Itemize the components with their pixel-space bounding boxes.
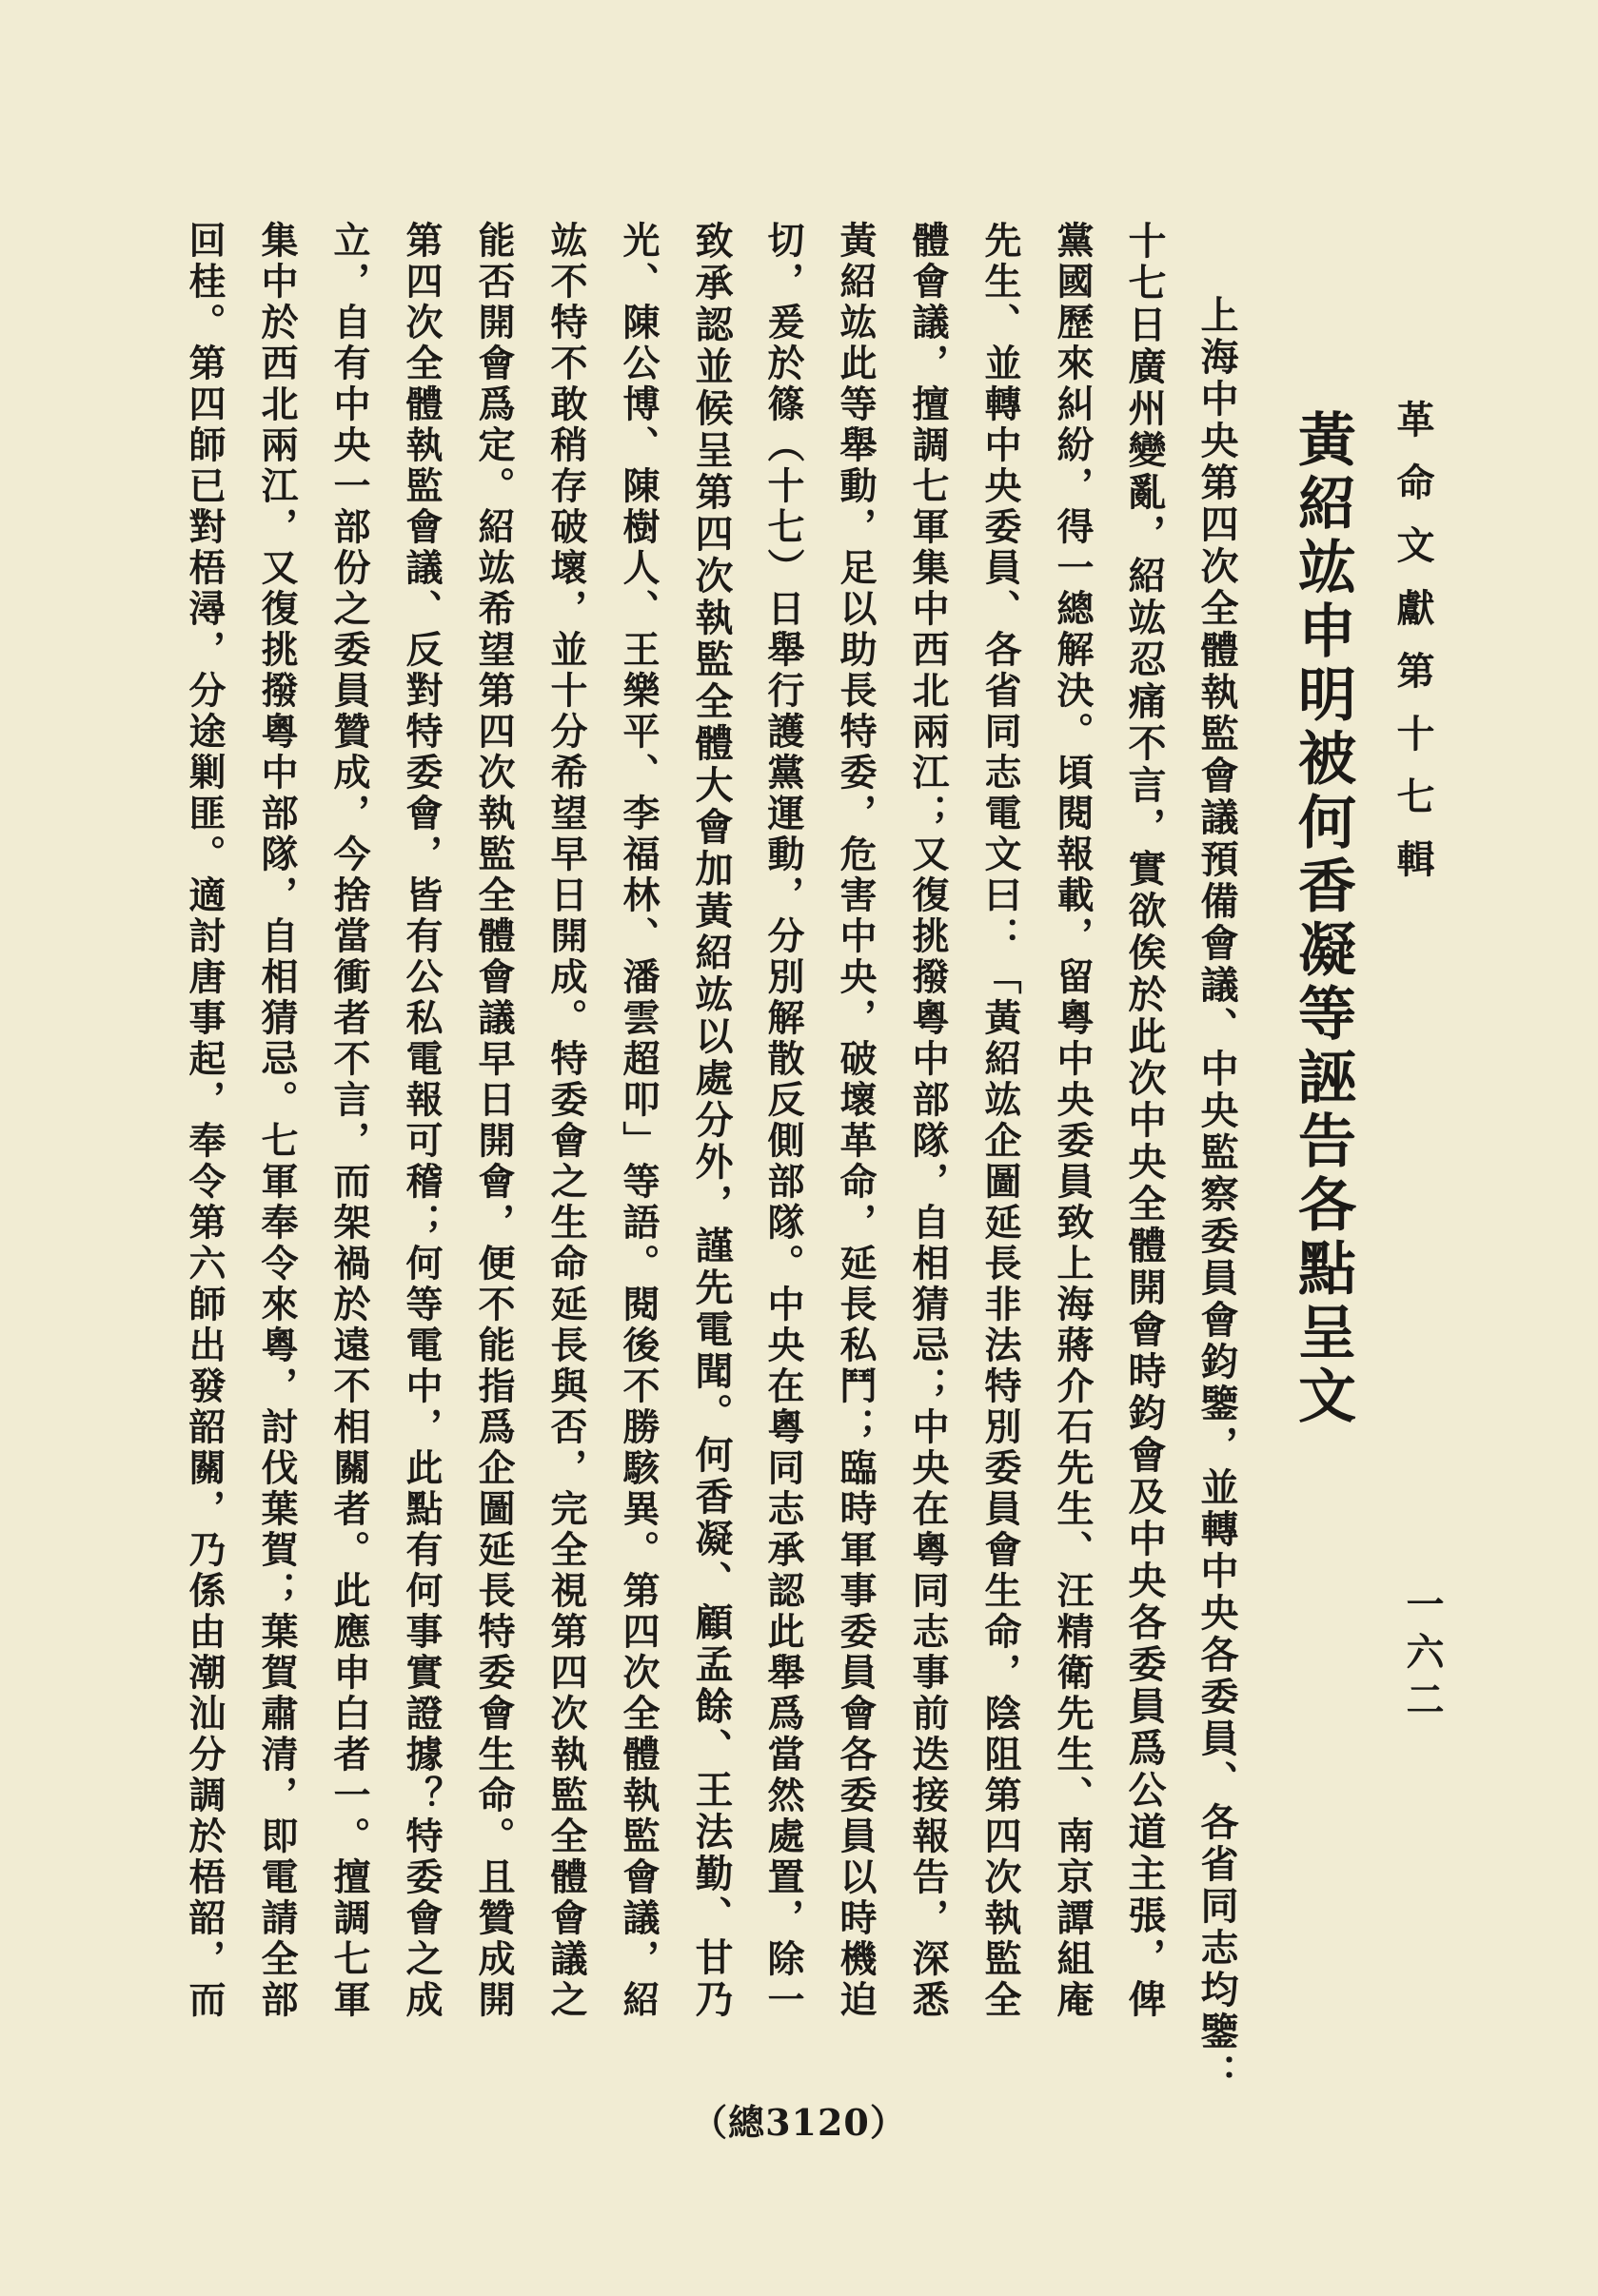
body-column-5: 體會議，擅調七軍集中西北兩江；又復挑撥粵中部隊，自相猜忌；中央在粵同志事前迭接報告，深悉 [906, 221, 950, 2021]
body-column-14: 集中於西北兩江，又復挑撥粵中部隊，自相猜忌。七軍奉令來粵，討伐葉賀；葉賀肅清，即電請全部 [255, 221, 299, 2021]
body-column-6: 黃紹竑此等舉動，足以助長特委，危害中央，破壞革命，延長私鬥；臨時軍事委員會各委員以時機迫 [834, 221, 878, 2021]
article-title: 黃紹竑申明被何香凝等誣告各點呈文 [1289, 409, 1356, 1429]
body-column-1: 上海中央第四次全體執監會議預備會議、中央監察委員會鈞鑒，並轉中央各委員、各省同志均鑒： [1194, 295, 1239, 2095]
body-column-3: 黨國歷來糾紛，得一總解決。頃閱報載，留粵中央委員致上海蔣介石先生、汪精衛先生、南京譚組庵 [1051, 221, 1095, 2021]
footer-total-page-number: （總3120） [691, 2101, 907, 2144]
body-column-2: 十七日廣州變亂，紹竑忍痛不言，實欲俟於此次中央全體開會時鈞會及中央各委員爲公道主張，俾 [1122, 221, 1167, 2021]
body-column-8: 致承認並候呈第四次執監全體大會加黃紹竑以處分外，謹先電聞。何香凝、顧孟餘、王法勤、甘乃 [689, 221, 734, 2021]
body-column-7: 切，爰於篠（十七）日舉行護黨運動，分別解散反側部隊。中央在粵同志承認此舉爲當然處置，除一 [761, 221, 805, 2021]
body-column-10: 竑不特不敢稍存破壞，並十分希望早日開成。特委會之生命延長與否，完全視第四次執監全體會議之 [544, 221, 588, 2021]
body-column-15: 回桂。第四師已對梧潯，分途剿匪。適討唐事起，奉令第六師出發韶關，乃係由潮汕分調於梧韶，而 [183, 221, 227, 2021]
body-column-11: 能否開會爲定。紹竑希望第四次執監全體會議早日開會，便不能指爲企圖延長特委會生命。且贊成開 [472, 221, 516, 2021]
page-number: 一六二 [1400, 1584, 1445, 1727]
running-header-book-title: 革命文獻第十七輯 [1391, 400, 1435, 902]
body-column-9: 光、陳公博、陳樹人、王樂平、李福林、潘雲超叩」等語。閱後不勝駭異。第四次全體執監會議，紹 [617, 221, 661, 2021]
body-column-13: 立，自有中央一部份之委員贊成，今捨當衝者不言，而架禍於遠不相關者。此應申白者一。擅調七軍 [327, 221, 371, 2021]
body-column-4: 先生、並轉中央委員、各省同志電文曰：「黃紹竑企圖延長非法特別委員會生命，陰阻第四次執監全 [978, 221, 1022, 2021]
body-column-12: 第四次全體執監會議、反對特委會，皆有公私電報可稽；何等電中，此點有何事實證據？特委會之成 [400, 221, 444, 2021]
